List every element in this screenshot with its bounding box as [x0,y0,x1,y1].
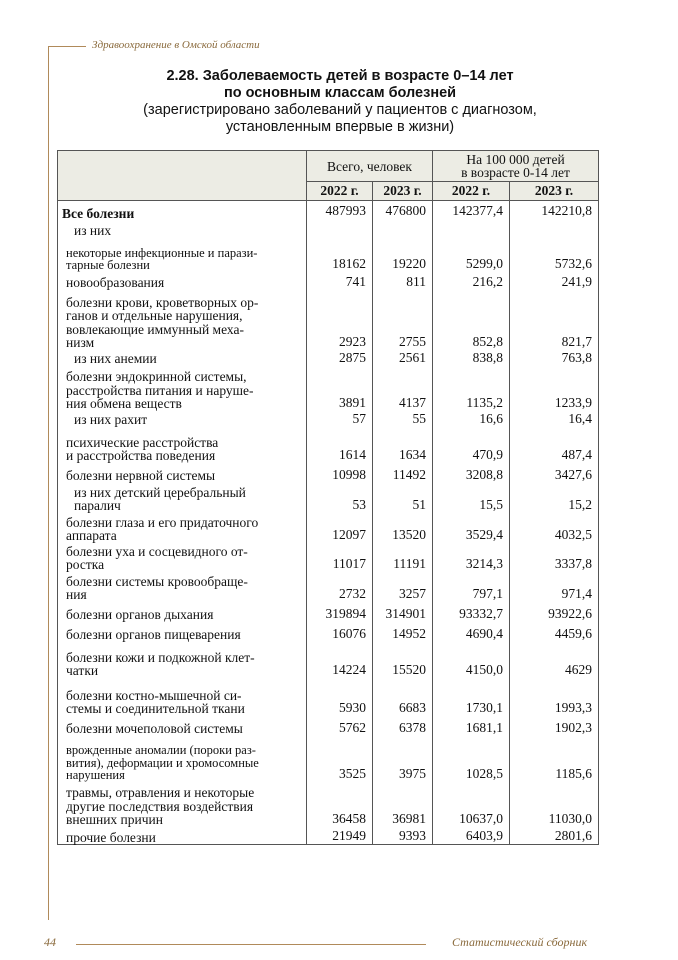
row-label: новообразования [58,272,307,290]
row-label: болезни кожи и подкожной клет- чатки [58,642,307,678]
table-row [58,463,599,483]
row-value: 15,2 [510,483,599,513]
row-value: 971,4 [510,572,599,602]
row-label: психические расстройства и расстройства поведения [58,427,307,463]
row-value: 11017 [307,543,373,572]
table-row [58,290,599,350]
row-value: 476800 [373,201,433,221]
row-value: 1993,3 [510,678,599,716]
table-row [58,827,599,845]
row-value: 216,2 [433,272,510,290]
row-value: 1634 [373,427,433,463]
row-label: Все болезни [58,201,307,221]
row-value: 3214,3 [433,543,510,572]
row-value: 6403,9 [433,827,510,845]
row-value: 838,8 [433,350,510,366]
row-value: 314901 [373,602,433,622]
row-label: травмы, отравления и некоторые другие последствия воздействия внешних причин [58,782,307,827]
table-row [58,572,599,602]
row-value: 470,9 [433,427,510,463]
row-value: 1902,3 [510,716,599,736]
table-row [58,543,599,572]
header-empty-cell [58,151,307,201]
row-label: прочие болезни [58,827,307,845]
row-value [510,221,599,238]
row-value: 1730,1 [433,678,510,716]
row-value: 2801,6 [510,827,599,845]
row-value: 3257 [373,572,433,602]
row-label: из них рахит [58,411,307,427]
caption-line-1: 2.28. Заболеваемость детей в возрасте 0–14 лет [166,68,514,84]
row-value: 142210,8 [510,201,599,221]
row-value: 763,8 [510,350,599,366]
row-value: 36981 [373,782,433,827]
caption-line-2: по основным классам болезней [223,85,457,101]
frame-vertical-rule [48,46,49,920]
row-value: 3208,8 [433,463,510,483]
row-value: 57 [307,411,373,427]
table-row [58,513,599,543]
header-total-persons: Всего, человек [307,151,433,182]
row-value: 4137 [373,366,433,411]
row-label: болезни эндокринной системы, расстройства питания и наруше- ния обмена веществ [58,366,307,411]
row-value: 1681,1 [433,716,510,736]
row-value: 5732,6 [510,238,599,272]
row-value: 319894 [307,602,373,622]
collection-title: Статистический сборник [452,935,588,949]
row-value: 2923 [307,290,373,350]
table-row [58,782,599,827]
row-value: 4150,0 [433,642,510,678]
row-value: 3525 [307,736,373,782]
row-value: 9393 [373,827,433,845]
row-value: 12097 [307,513,373,543]
table-row [58,483,599,513]
row-value: 16,4 [510,411,599,427]
morbidity-table [57,150,599,845]
row-value: 11492 [373,463,433,483]
row-value: 19220 [373,238,433,272]
running-title: Здравоохранение в Омской области [92,39,260,51]
row-value: 36458 [307,782,373,827]
row-value: 487993 [307,201,373,221]
row-label: болезни органов дыхания [58,602,307,622]
row-value: 14224 [307,642,373,678]
table-row [58,736,599,782]
header-per-100000-line1: На 100 000 детей [466,152,565,167]
row-value: 13520 [373,513,433,543]
table-caption [70,68,610,136]
row-value: 21949 [307,827,373,845]
row-value: 2561 [373,350,433,366]
row-value: 3529,4 [433,513,510,543]
row-value: 3337,8 [510,543,599,572]
row-label: из них детский церебральный паралич [58,483,307,513]
row-value: 1185,6 [510,736,599,782]
row-value: 852,8 [433,290,510,350]
row-value: 241,9 [510,272,599,290]
row-value: 11191 [373,543,433,572]
row-value: 4459,6 [510,622,599,642]
table-row [58,272,599,290]
table-row [58,411,599,427]
row-label: некоторые инфекционные и парази- тарные болезни [58,238,307,272]
row-value: 18162 [307,238,373,272]
row-label: врожденные аномалии (пороки раз- вития), деформации и хромосомные нарушения [58,736,307,782]
row-value [373,221,433,238]
row-value: 2755 [373,290,433,350]
row-label: из них [58,221,307,238]
row-value: 93332,7 [433,602,510,622]
row-value: 16076 [307,622,373,642]
row-value: 3427,6 [510,463,599,483]
table-row [58,642,599,678]
row-value: 93922,6 [510,602,599,622]
table-row [58,427,599,463]
row-value: 2732 [307,572,373,602]
row-label: болезни крови, кроветворных ор- ганов и отдельные нарушения, вовлекающие иммунный меха- низм [58,290,307,350]
row-value: 55 [373,411,433,427]
table-row [58,622,599,642]
row-value: 797,1 [433,572,510,602]
row-label: болезни глаза и его придаточного аппарата [58,513,307,543]
caption-line-4: установленным впервые в жизни) [225,119,455,135]
page-number: 44 [44,935,56,949]
row-value: 10637,0 [433,782,510,827]
row-value: 1028,5 [433,736,510,782]
row-value: 15520 [373,642,433,678]
row-value: 1135,2 [433,366,510,411]
row-value: 2875 [307,350,373,366]
row-value: 142377,4 [433,201,510,221]
header-per-100000-line2: в возрасте 0-14 лет [461,165,570,180]
row-value: 6378 [373,716,433,736]
row-value: 11030,0 [510,782,599,827]
footer-rule [76,944,426,945]
table-row [58,238,599,272]
row-value: 1233,9 [510,366,599,411]
row-value: 4629 [510,642,599,678]
row-value: 5930 [307,678,373,716]
table-row [58,602,599,622]
row-value: 4032,5 [510,513,599,543]
row-value: 51 [373,483,433,513]
row-value: 1614 [307,427,373,463]
row-value: 10998 [307,463,373,483]
header-year: 2023 г. [510,182,599,201]
row-value: 811 [373,272,433,290]
row-value: 4690,4 [433,622,510,642]
row-value: 3975 [373,736,433,782]
row-value: 15,5 [433,483,510,513]
table-row [58,366,599,411]
frame-horizontal-rule [48,46,86,47]
row-value: 741 [307,272,373,290]
row-label: болезни уха и сосцевидного от- ростка [58,543,307,572]
row-value [433,221,510,238]
row-value: 3891 [307,366,373,411]
row-value: 16,6 [433,411,510,427]
caption-line-3: (зарегистрировано заболеваний у пациентов с диагнозом, [143,102,537,118]
row-label: болезни мочеполовой системы [58,716,307,736]
row-value: 5299,0 [433,238,510,272]
table-row [58,221,599,238]
row-label: болезни системы кровообраще- ния [58,572,307,602]
row-label: болезни нервной системы [58,463,307,483]
header-year: 2022 г. [433,182,510,201]
table-row [58,350,599,366]
row-label: из них анемии [58,350,307,366]
table-row [58,678,599,716]
row-label: болезни костно-мышечной си- стемы и соединительной ткани [58,678,307,716]
row-value: 53 [307,483,373,513]
row-value: 821,7 [510,290,599,350]
header-per-100000 [433,151,599,182]
row-value: 487,4 [510,427,599,463]
row-value: 14952 [373,622,433,642]
row-value: 5762 [307,716,373,736]
header-year: 2022 г. [307,182,373,201]
header-year: 2023 г. [373,182,433,201]
table-row [58,716,599,736]
row-value [307,221,373,238]
row-value: 6683 [373,678,433,716]
table-row [58,201,599,221]
row-label: болезни органов пищеварения [58,622,307,642]
